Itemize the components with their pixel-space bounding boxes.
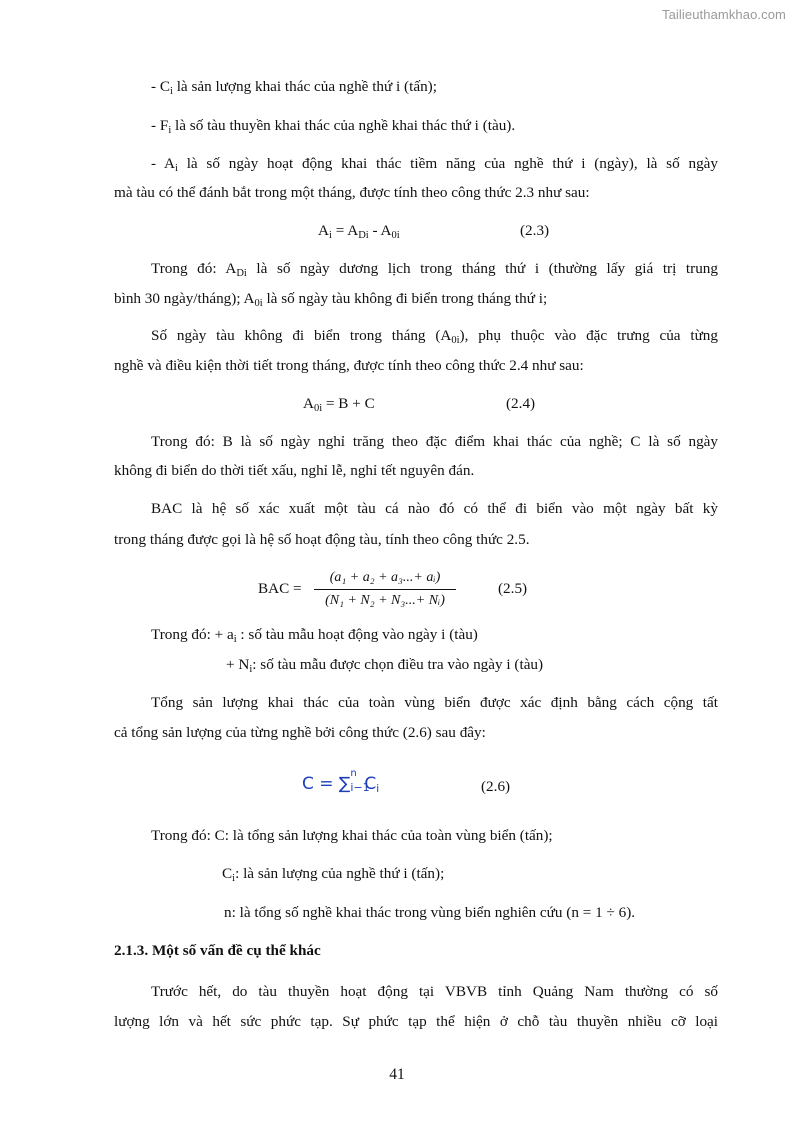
paragraph-line: không đi biển do thời tiết xấu, nghỉ lễ, nghỉ tết nguyên đán. xyxy=(114,462,475,479)
equation-2-6: C = ∑ n i−1 $C_i$ xyxy=(302,768,380,795)
equation-number: (2.6) xyxy=(481,778,511,795)
definition-n: n: là tổng số nghề khai thác trong vùng biển nghiên cứu (n = 1 ÷ 6). xyxy=(224,904,636,921)
paragraph-line: Tổng sản lượng khai thác của toàn vùng biển được xác định bằng cách cộng tất xyxy=(151,694,718,711)
paragraph-line: nghề và điều kiện thời tiết trong tháng, được tính theo công thức 2.4 như sau: xyxy=(114,357,584,374)
paragraph-line: trong tháng được gọi là hệ số hoạt động tàu, tính theo công thức 2.5. xyxy=(114,531,530,548)
watermark: Tailieuthamkhao.com xyxy=(661,7,786,22)
bullet-ai: - $A_i$ là số ngày hoạt động khai thác tiềm năng của nghề thứ i (ngày), là số ngày xyxy=(151,155,718,174)
equation-number: (2.4) xyxy=(506,395,536,412)
equation-2-5-fraction xyxy=(312,568,458,611)
sum-limits: n i−1 xyxy=(350,768,370,794)
paragraph-line: mà tàu có thể đánh bắt trong một tháng, được tính theo công thức 2.3 như sau: xyxy=(114,184,590,201)
equation-2-3: $A_i = A_{Di} - A_{0i}$ xyxy=(318,222,400,241)
paragraph-line: BAC là hệ số xác xuất một tàu cá nào đó có thể đi biển vào một ngày bất kỳ xyxy=(151,500,718,517)
paragraph-line: Trong đó: $A_{Di}$ là số ngày dương lịch trong tháng thứ i (thường lấy giá trị trung xyxy=(151,260,718,279)
page-number: 41 xyxy=(389,1066,405,1083)
paragraph-line: cả tổng sản lượng của từng nghề bởi công thức (2.6) sau đây: xyxy=(114,724,486,741)
paragraph-line: Số ngày tàu không đi biển trong tháng $(A_{0i})$, phụ thuộc vào đặc trưng của từng xyxy=(151,327,718,346)
bullet-ci: - $C_i$ là sản lượng khai thác của nghề thứ i (tấn); xyxy=(151,78,437,97)
definition-ai: Trong đó: + $a_i$ : số tàu mẫu hoạt động vào ngày i (tàu) xyxy=(151,626,478,645)
definition-ci: $C_i$: là sản lượng của nghề thứ i (tấn); xyxy=(222,865,445,884)
paragraph-line: Trong đó: B là số ngày nghỉ trăng theo đặc điểm khai thác của nghề; C là số ngày xyxy=(151,433,718,450)
definition-ni: + $N_i$: số tàu mẫu được chọn điều tra vào ngày i (tàu) xyxy=(226,656,544,675)
equation-number: (2.3) xyxy=(520,222,550,239)
section-heading: 2.1.3. Một số vấn đề cụ thể khác xyxy=(114,942,321,959)
equation-2-4: $A_{0i} = B + C$ xyxy=(303,395,375,414)
definition-c: Trong đó: C: là tổng sản lượng khai thác của toàn vùng biển (tấn); xyxy=(151,827,553,844)
fraction-denominator: (N₁ + N₂ + N₃...+ Nᵢ) xyxy=(325,593,445,608)
fraction-numerator: (a₁ + a₂ + a₃...+ aᵢ) xyxy=(329,570,441,585)
fraction-bar xyxy=(314,589,456,590)
equation-number: (2.5) xyxy=(498,580,528,597)
paragraph-line: bình 30 ngày/tháng); $A_{0i}$ là số ngày tàu không đi biển trong tháng thứ i; xyxy=(114,290,548,309)
paragraph-line: Trước hết, do tàu thuyền hoạt động tại VBVB tỉnh Quảng Nam thường có số xyxy=(151,983,718,1000)
bullet-fi: - $F_i$ là số tàu thuyền khai thác của nghề khai thác thứ i (tàu). xyxy=(151,117,516,136)
paragraph-line: lượng lớn và hết sức phức tạp. Sự phức tạp thể hiện ở chỗ tàu thuyền nhiều cỡ loại xyxy=(114,1013,718,1030)
equation-2-5-lhs: BAC = xyxy=(258,580,302,597)
